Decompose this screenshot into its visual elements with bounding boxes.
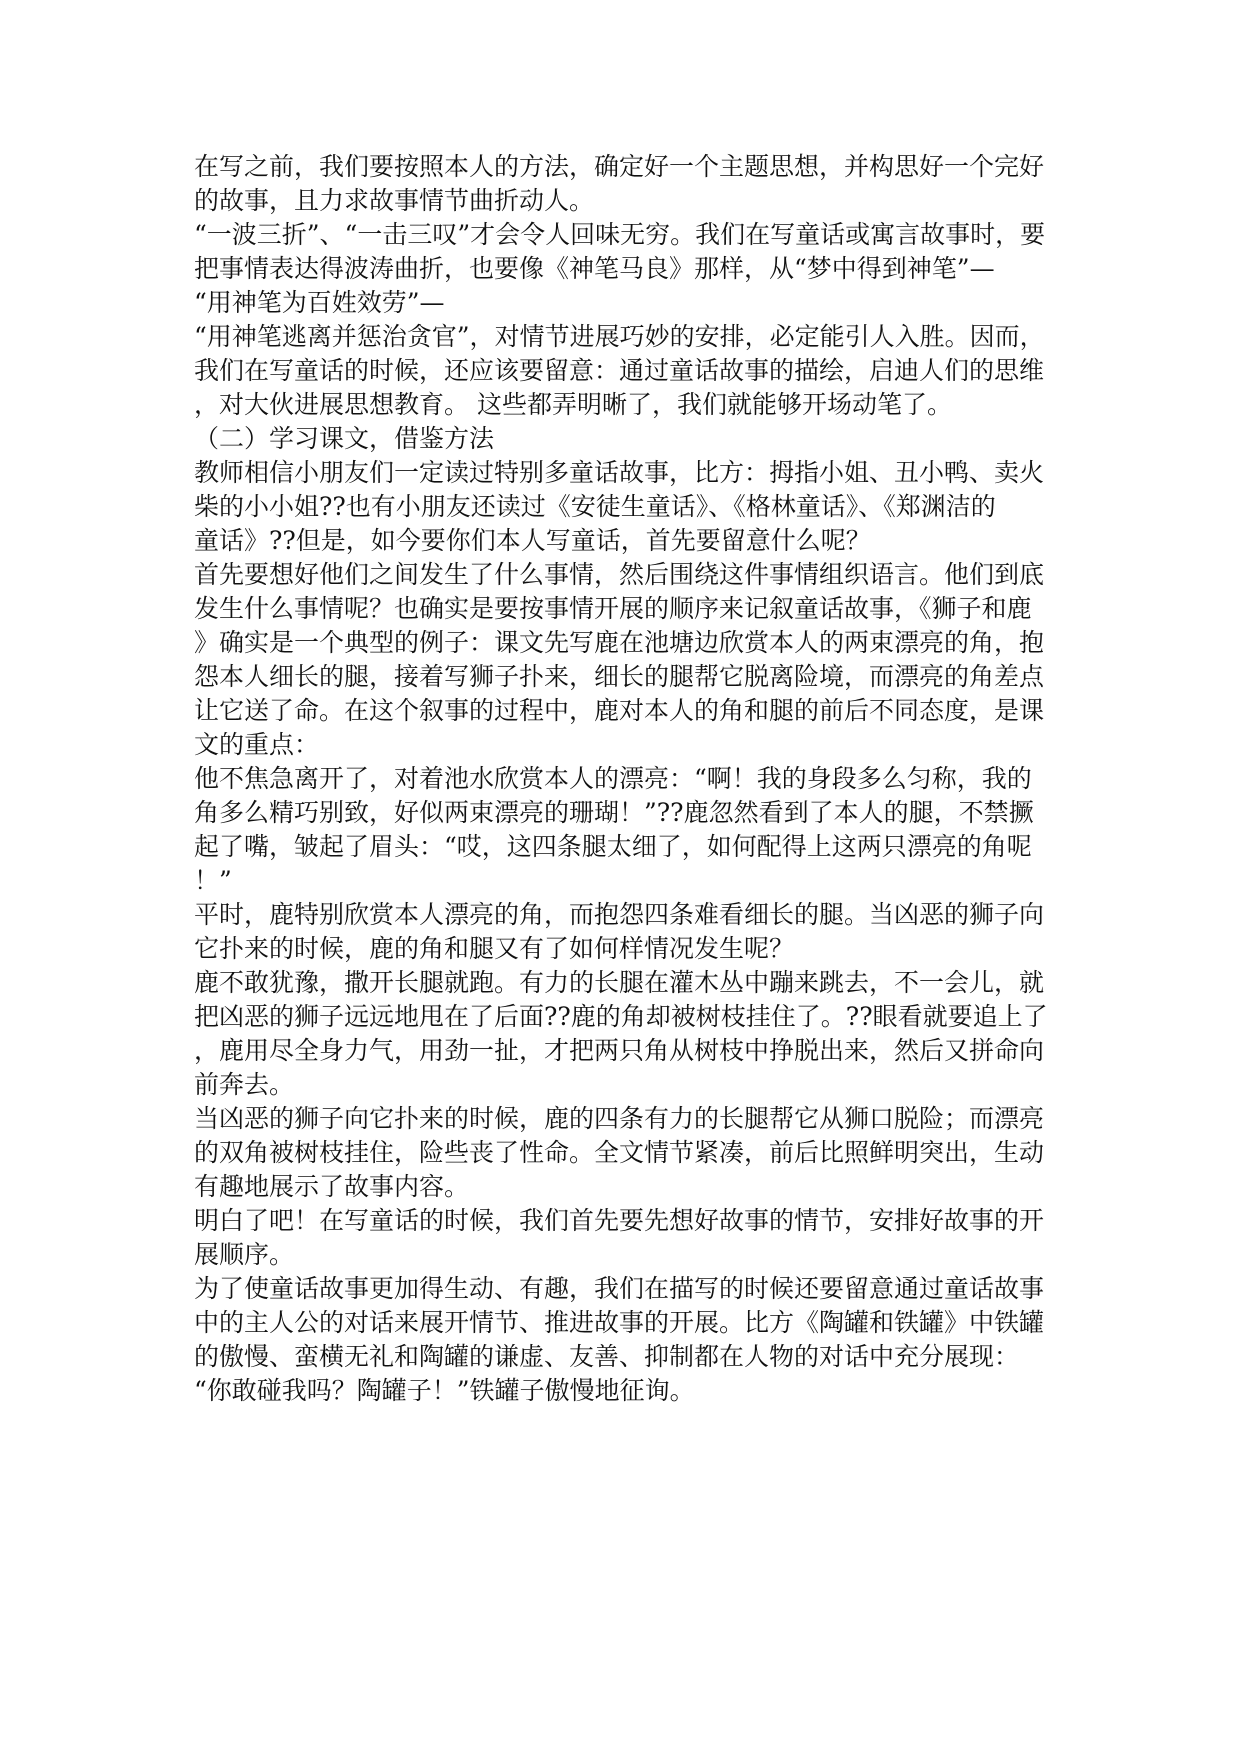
text-line: 把凶恶的狮子远远地甩在了后面??鹿的角却被树枝挂住了。??眼看就要追上了: [194, 1002, 1048, 1031]
text-line: （二）学习课文，借鉴方法: [194, 424, 495, 453]
text-line: “用神笔逃离并惩治贪官”，对情节进展巧妙的安排，必定能引人入胜。因而，: [194, 322, 1045, 351]
text-line: 角多么精巧别致，好似两束漂亮的珊瑚！”??鹿忽然看到了本人的腿，不禁撅: [194, 798, 1034, 827]
text-line: “你敢碰我吗？陶罐子！”铁罐子傲慢地征询。: [194, 1376, 695, 1405]
text-line: 的傲慢、蛮横无礼和陶罐的谦虚、友善、抑制都在人物的对话中充分展现：: [194, 1342, 1020, 1371]
text-line: 柴的小小姐??也有小朋友还读过《安徒生童话》、《格林童话》、《郑渊洁的: [194, 492, 996, 521]
text-line: 怨本人细长的腿，接着写狮子扑来，细长的腿帮它脱离险境，而漂亮的角差点: [194, 662, 1045, 691]
text-line: 他不焦急离开了，对着池水欣赏本人的漂亮：“啊！我的身段多么匀称，我的: [194, 764, 1032, 793]
text-line: 它扑来的时候，鹿的角和腿又有了如何样情况发生呢？: [194, 934, 795, 963]
text-line: 起了嘴，皱起了眉头：“哎，这四条腿太细了，如何配得上这两只漂亮的角呢: [194, 832, 1032, 861]
text-line: 在写之前，我们要按照本人的方法，确定好一个主题思想，并构思好一个完好: [194, 152, 1045, 181]
text-line: 展顺序。: [194, 1240, 295, 1269]
text-line: 教师相信小朋友们一定读过特别多童话故事，比方：拇指小姐、丑小鸭、卖火: [194, 458, 1045, 487]
text-line: 文的重点：: [194, 730, 320, 759]
text-line: “一波三折”、“一击三叹”才会令人回味无穷。我们在写童话或寓言故事时，要: [194, 220, 1046, 249]
text-line: 前奔去。: [194, 1070, 295, 1099]
text-line: 童话》??但是，如今要你们本人写童话，首先要留意什么呢？: [194, 526, 871, 555]
text-line: 中的主人公的对话来展开情节、推进故事的开展。比方《陶罐和铁罐》中铁罐: [194, 1308, 1045, 1337]
text-line: ！”: [194, 866, 232, 895]
text-line: 的故事，且力求故事情节曲折动人。: [194, 186, 595, 215]
text-line: ，对大伙进展思想教育。 这些都弄明晰了，我们就能够开场动笔了。: [194, 390, 952, 419]
text-line: 明白了吧！在写童话的时候，我们首先要先想好故事的情节，安排好故事的开: [194, 1206, 1045, 1235]
text-line: ，鹿用尽全身力气，用劲一扯，才把两只角从树枝中挣脱出来，然后又拼命向: [194, 1036, 1045, 1065]
text-line: 把事情表达得波涛曲折，也要像《神笔马良》那样，从“梦中得到神笔”—: [194, 254, 995, 283]
text-line: 平时，鹿特别欣赏本人漂亮的角，而抱怨四条难看细长的腿。当凶恶的狮子向: [194, 900, 1045, 929]
text-line: 鹿不敢犹豫，撒开长腿就跑。有力的长腿在灌木丛中蹦来跳去，不一会儿，就: [194, 968, 1045, 997]
text-line: “用神笔为百姓效劳”—: [194, 288, 445, 317]
document-body: [194, 150, 1054, 1408]
text-line: 有趣地展示了故事内容。: [194, 1172, 470, 1201]
text-line: 首先要想好他们之间发生了什么事情，然后围绕这件事情组织语言。他们到底: [194, 560, 1045, 589]
text-line: 让它送了命。在这个叙事的过程中，鹿对本人的角和腿的前后不同态度，是课: [194, 696, 1045, 725]
text-line: 的双角被树枝挂住，险些丧了性命。全文情节紧凑，前后比照鲜明突出，生动: [194, 1138, 1045, 1167]
text-line: 为了使童话故事更加得生动、有趣，我们在描写的时候还要留意通过童话故事: [194, 1274, 1045, 1303]
text-line: 》确实是一个典型的例子：课文先写鹿在池塘边欣赏本人的两束漂亮的角，抱: [194, 628, 1045, 657]
text-line: 当凶恶的狮子向它扑来的时候，鹿的四条有力的长腿帮它从狮口脱险；而漂亮: [194, 1104, 1045, 1133]
text-line: 我们在写童话的时候，还应该要留意：通过童话故事的描绘，启迪人们的思维: [194, 356, 1045, 385]
text-line: 发生什么事情呢？也确实是要按事情开展的顺序来记叙童话故事，《狮子和鹿: [194, 594, 1032, 623]
